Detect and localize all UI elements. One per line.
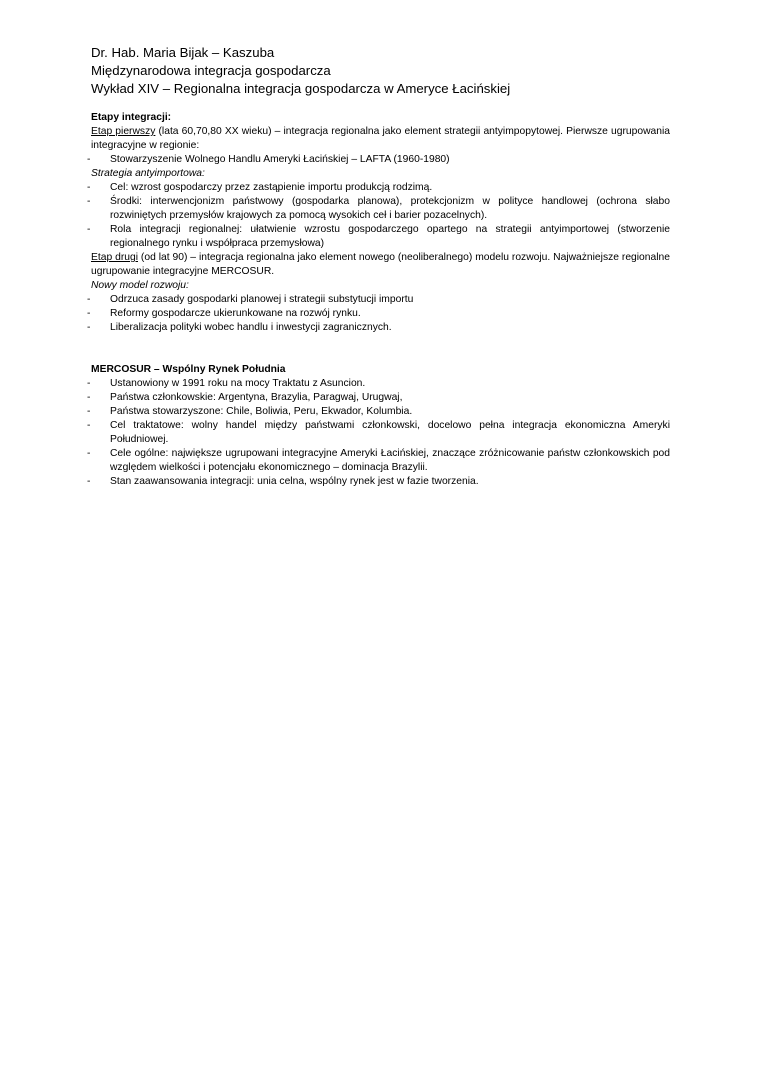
list-item: [87, 195, 670, 223]
dash-bullet: -: [87, 420, 91, 431]
list-item: [87, 293, 670, 307]
list-item: [87, 377, 670, 391]
dash-bullet: -: [87, 182, 91, 193]
list-item-text: Państwa stowarzyszone: Chile, Boliwia, Peru, Ekwador, Kolumbia.: [110, 406, 413, 417]
list-item-text: Stan zaawansowania integracji: unia celna, wspólny rynek jest w fazie tworzenia.: [110, 476, 479, 487]
first-stage-text: (lata 60,70,80 XX wieku) – integracja regionalna jako element strategii antyimpopytowej. Pierwsze ugrupowania integracyjne w regionie:: [91, 126, 670, 151]
first-stage-label: Etap pierwszy: [91, 126, 156, 137]
list-item-text: Liberalizacja polityki wobec handlu i inwestycji zagranicznych.: [110, 322, 392, 333]
stages-heading: Etapy integracji:: [91, 112, 172, 123]
dash-bullet: -: [87, 224, 91, 235]
dash-bullet: -: [87, 378, 91, 389]
dash-bullet: -: [87, 476, 91, 487]
list-item-text: Stowarzyszenie Wolnego Handlu Ameryki Łacińskiej – LAFTA (1960-1980): [110, 154, 450, 165]
model-list: [87, 293, 670, 335]
second-stage-label: Etap drugi: [91, 252, 138, 263]
course-title: Międzynarodowa integracja gospodarcza: [91, 63, 331, 78]
strategy-label: Strategia antyimportowa:: [91, 168, 205, 179]
mercosur-heading: MERCOSUR – Wspólny Rynek Południa: [91, 364, 286, 375]
list-item-text: Państwa członkowskie: Argentyna, Brazylia, Paragwaj, Urugwaj,: [110, 392, 403, 403]
list-item: [87, 475, 670, 489]
document-header: [91, 44, 691, 98]
list-item: [87, 307, 670, 321]
dash-bullet: -: [87, 406, 91, 417]
first-stage-list: [87, 153, 670, 167]
list-item-text: Reformy gospodarcze ukierunkowane na rozwój rynku.: [110, 308, 361, 319]
section-gap: [91, 335, 670, 363]
dash-bullet: -: [87, 308, 91, 319]
author-line: Dr. Hab. Maria Bijak – Kaszuba: [91, 45, 275, 60]
list-item-text: Ustanowiony w 1991 roku na mocy Traktatu z Asuncion.: [110, 378, 366, 389]
dash-bullet: -: [87, 322, 91, 333]
dash-bullet: -: [87, 392, 91, 403]
dash-bullet: -: [87, 154, 91, 165]
list-item: [87, 391, 670, 405]
list-item: [87, 181, 670, 195]
list-item-text: Cel traktatowe: wolny handel między państwami członkowski, docelowo pełna integracja ekonomiczna Ameryki Południowej.: [110, 420, 670, 445]
second-stage-text: (od lat 90) – integracja regionalna jako element nowego (neoliberalnego) modelu rozwoju. Najważniejsze regionalne ugrupowanie integracyjne MERCOSUR.: [91, 252, 670, 277]
list-item-text: Cele ogólne: największe ugrupowani integracyjne Ameryki Łacińskiej, znaczące zróżnicowanie państw członkowskich pod względem wielkości i potencjału ekonomicznego – dominacja Brazylii.: [110, 448, 670, 473]
dash-bullet: -: [87, 196, 91, 207]
list-item: [87, 419, 670, 447]
document-body: [87, 111, 670, 489]
list-item-text: Odrzuca zasady gospodarki planowej i strategii substytucji importu: [110, 294, 414, 305]
dash-bullet: -: [87, 448, 91, 459]
second-stage-paragraph: [91, 251, 670, 279]
dash-bullet: -: [87, 294, 91, 305]
list-item: [87, 153, 670, 167]
list-item-text: Cel: wzrost gospodarczy przez zastąpienie importu produkcją rodzimą.: [110, 182, 433, 193]
list-item-text: Środki: interwencjonizm państwowy (gospodarka planowa), protekcjonizm w polityce handlowej (ochrona słabo rozwiniętych przemysłów krajowych za pomocą wysokich ceł i barier pozacelnych).: [110, 196, 670, 221]
lecture-title: Wykład XIV – Regionalna integracja gospodarcza w Ameryce Łacińskiej: [91, 81, 511, 96]
first-stage-paragraph: [91, 125, 670, 153]
list-item: [87, 223, 670, 251]
list-item-text: Rola integracji regionalnej: ułatwienie wzrostu gospodarczego opartego na strategii antyimportowej (stworzenie regionalnego rynku i współpraca przemysłowa): [110, 224, 670, 249]
list-item: [87, 405, 670, 419]
strategy-list: [87, 181, 670, 251]
list-item: [87, 447, 670, 475]
list-item: [87, 321, 670, 335]
mercosur-list: [87, 377, 670, 489]
model-label: Nowy model rozwoju:: [91, 280, 189, 291]
